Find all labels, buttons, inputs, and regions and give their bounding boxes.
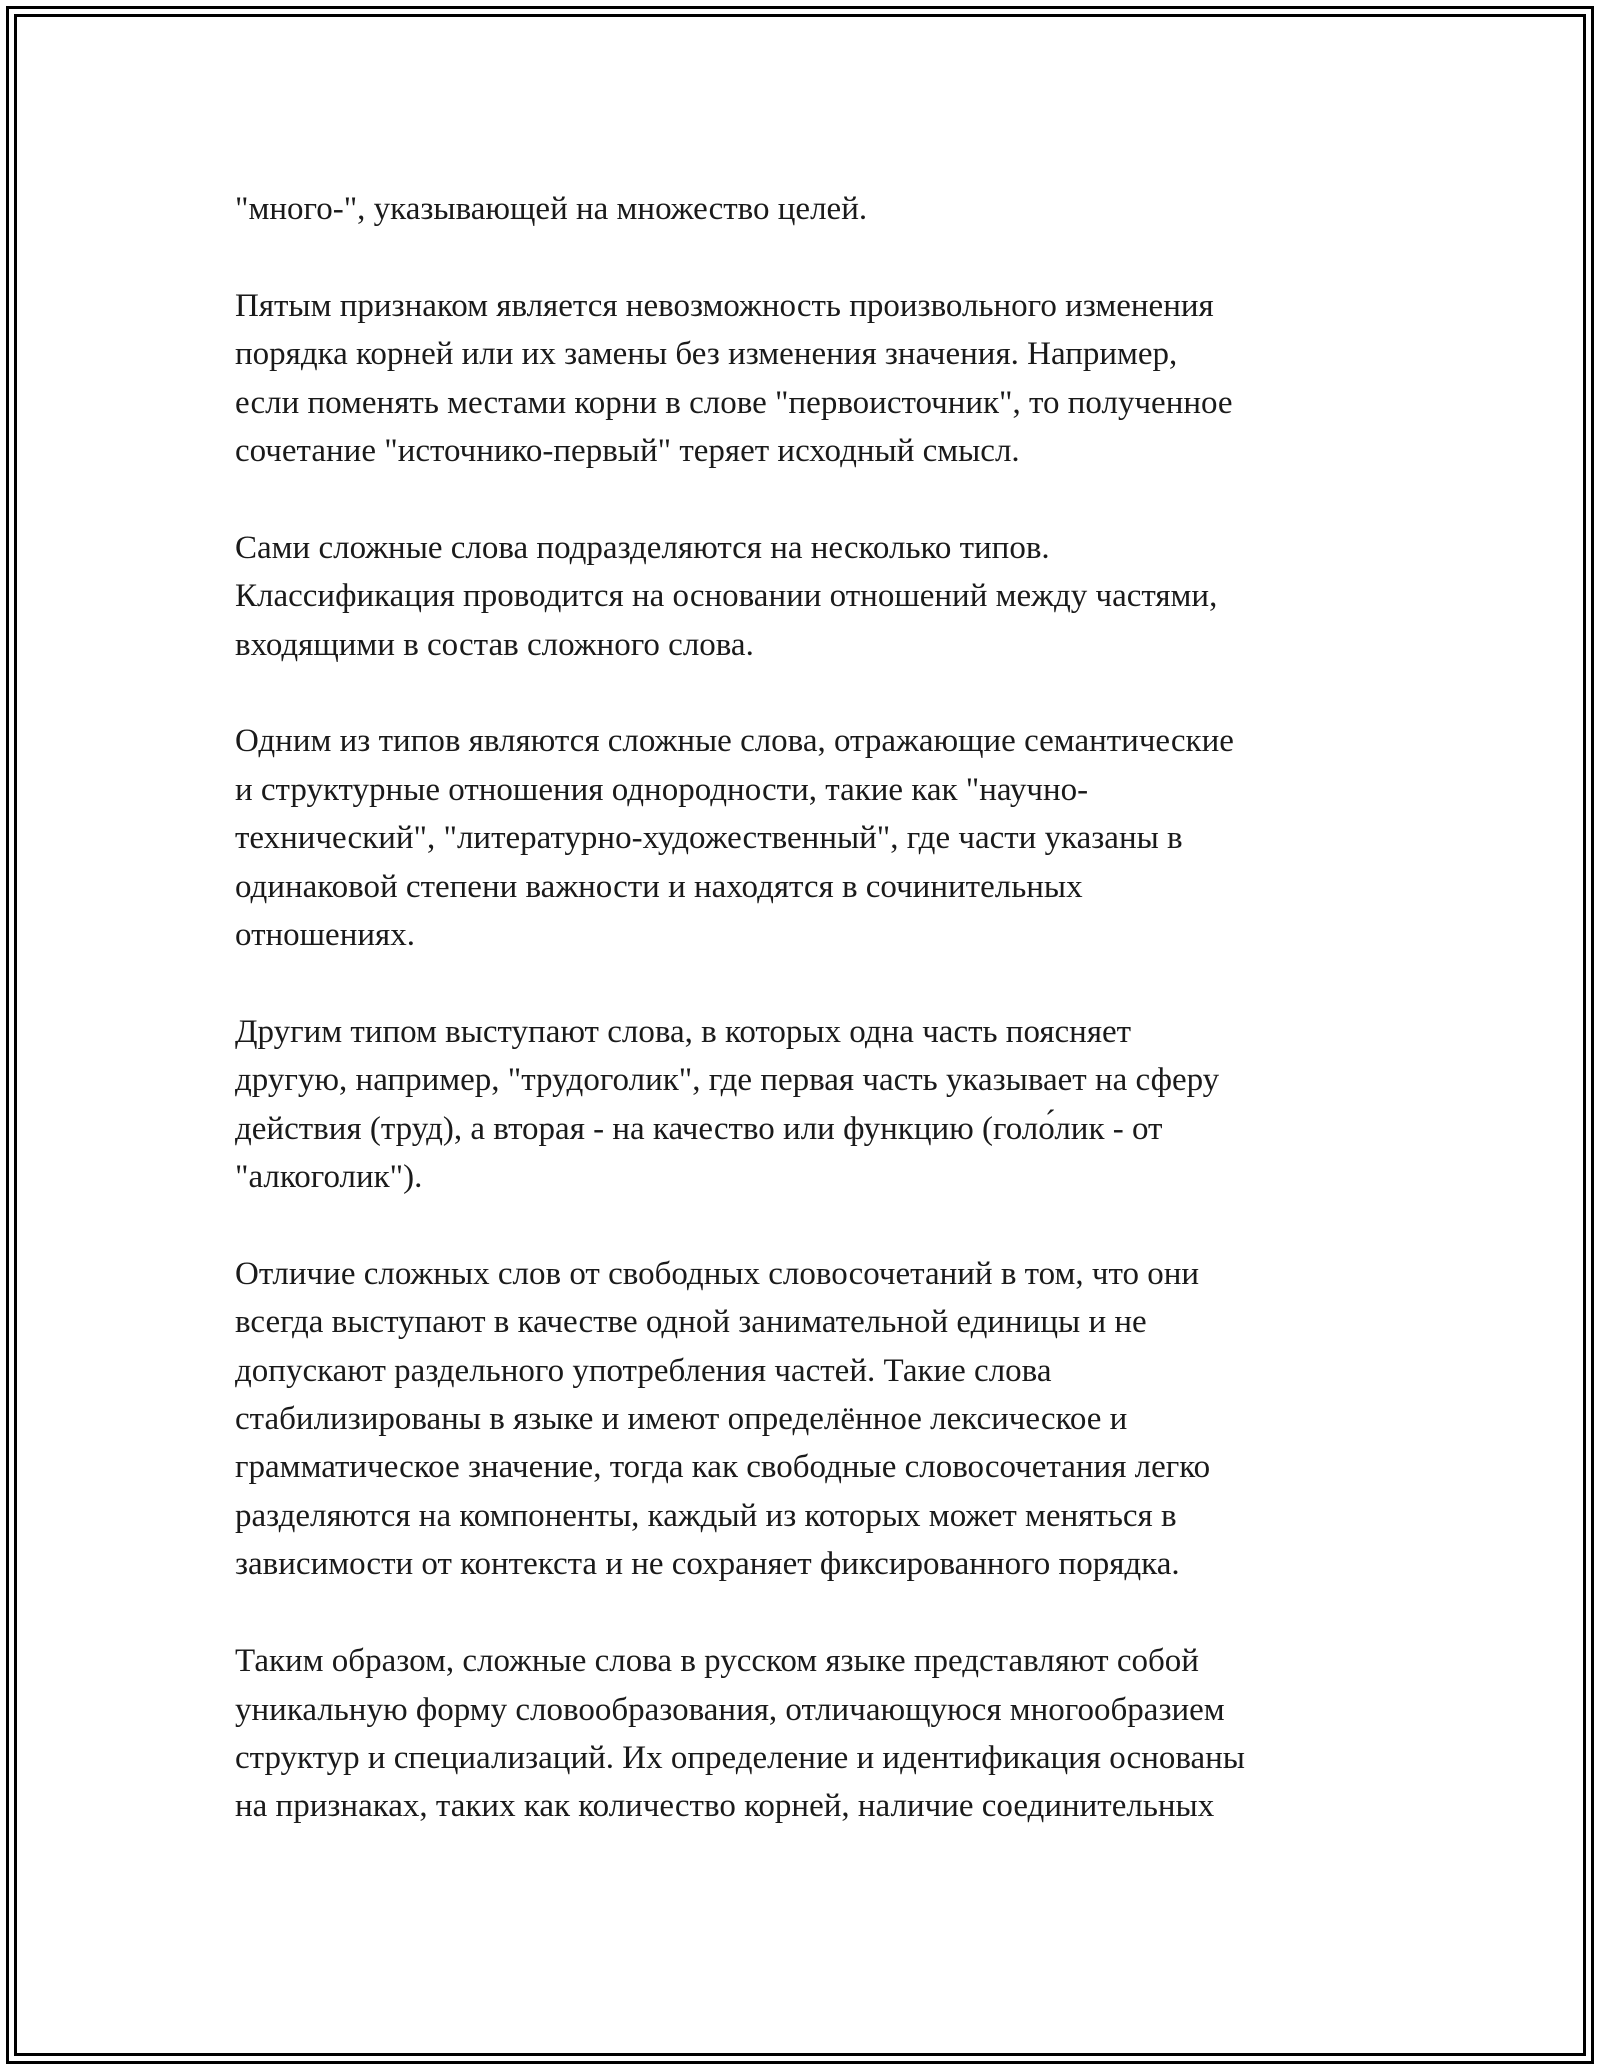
text-line: "много-", указывающей на множество целей. [235,191,868,227]
text-line: уникальную форму словообразования, отличающуюся многообразием [235,1691,1225,1728]
text-line: стабилизированы в языке и имеют определённое лексическое и [235,1401,1128,1438]
text-line: Сами сложные слова подразделяются на несколько типов. [235,529,1050,566]
paragraph-3 [235,524,1375,669]
text-line: технический", "литературно-художественный", где части указаны в [235,820,1183,857]
text-line: Пятым признаком является невозможность произвольного изменения [235,287,1214,324]
text-line: входящими в состав сложного слова. [235,626,754,663]
text-line: действия (труд), а вторая - на качество или функцию (голо́лик - от [235,1110,1163,1147]
text-line: и структурные отношения однородности, такие как "научно- [235,771,1089,808]
text-line: Таким образом, сложные слова в русском языке представляют собой [235,1643,1199,1680]
text-line: Классификация проводится на основании отношений между частями, [235,578,1218,615]
text-line: всегда выступают в качестве одной занимательной единицы и не [235,1304,1147,1341]
text-line: сочетание "источнико-первый" теряет исходный смысл. [235,433,1020,470]
text-line: разделяются на компоненты, каждый из которых может меняться в [235,1497,1177,1534]
text-line: "алкоголик"). [235,1159,423,1196]
text-line: структур и специализаций. Их определение и идентификация основаны [235,1739,1245,1776]
text-line: другую, например, "трудоголик", где первая часть указывает на сферу [235,1062,1220,1099]
text-line: Одним из типов являются сложные слова, отражающие семантические [235,723,1234,760]
text-line: допускают раздельного употребления частей. Такие слова [235,1352,1052,1389]
text-line: порядка корней или их замены без изменения значения. Например, [235,336,1178,373]
paragraph-4 [235,717,1375,959]
document-body [235,185,1375,1879]
paragraph-6 [235,1250,1375,1589]
text-line: отношениях. [235,917,415,954]
paragraph-1 [235,185,1375,233]
paragraph-7 [235,1637,1375,1831]
text-line: Отличие сложных слов от свободных словосочетаний в том, что они [235,1255,1200,1292]
text-line: зависимости от контекста и не сохраняет фиксированного порядка. [235,1546,1180,1583]
text-line: одинаковой степени важности и находятся в сочинительных [235,868,1083,905]
text-line: грамматическое значение, тогда как свободные словосочетания легко [235,1449,1211,1486]
text-line: Другим типом выступают слова, в которых одна часть поясняет [235,1013,1132,1050]
paragraph-5 [235,1008,1375,1202]
text-line: если поменять местами корни в слове "первоисточник", то полученное [235,384,1233,421]
paragraph-2 [235,282,1375,476]
text-line: на признаках, таких как количество корней, наличие соединительных [235,1788,1215,1825]
